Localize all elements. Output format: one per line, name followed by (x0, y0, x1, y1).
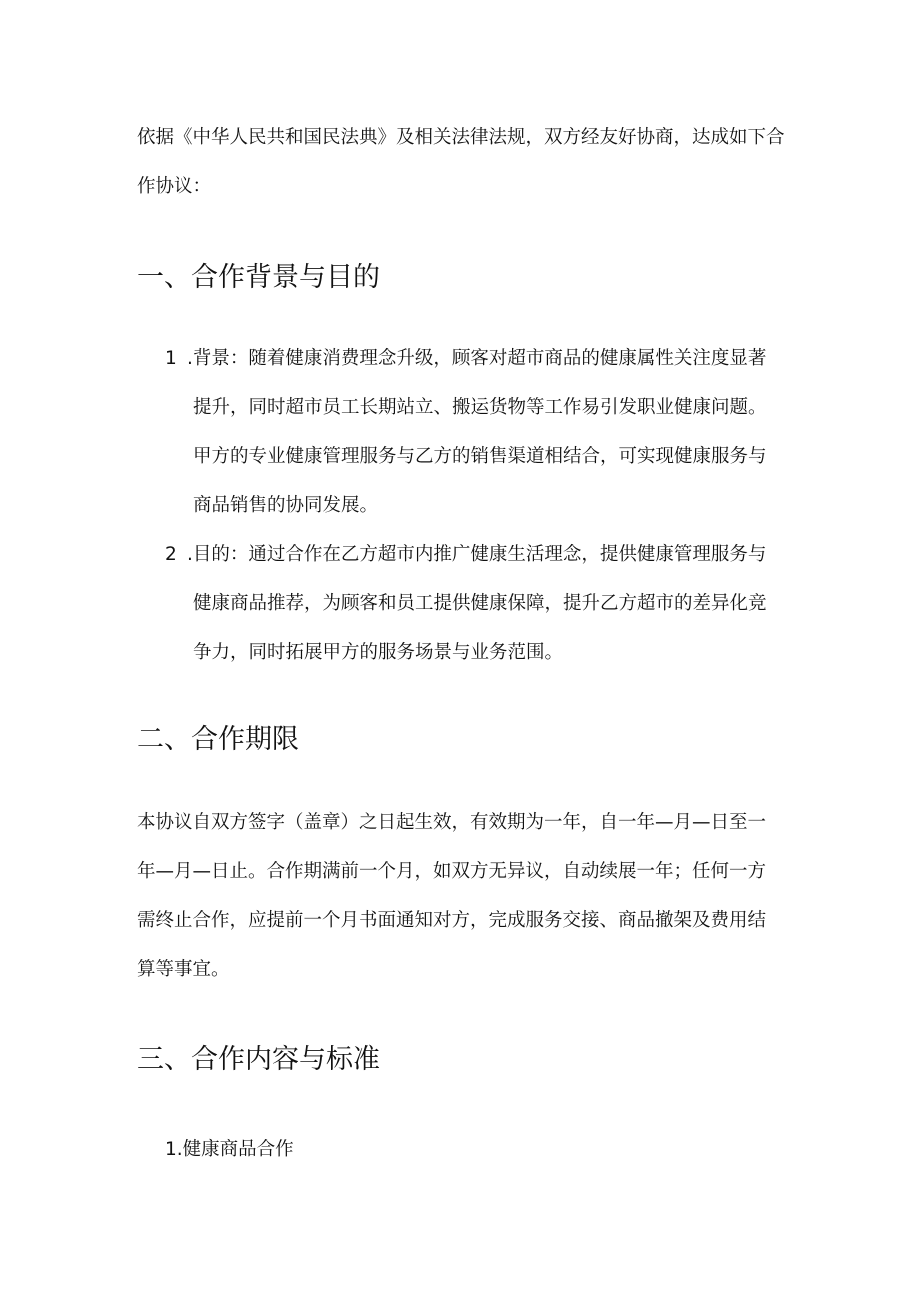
intro-line-1: 依据《中华人民共和国民法典》及相关法律法规，双方经友好协商，达成如下合 (137, 127, 785, 148)
section-1-item-1-line-4: 商品销售的协同发展。 (193, 495, 379, 516)
section-2-heading: 二、合作期限 (137, 724, 299, 755)
section-2-line-3: 需终止合作，应提前一个月书面通知对方，完成服务交接、商品撤架及费用结 (137, 910, 767, 931)
section-2-line-2: 年—月—日止。合作期满前一个月，如双方无异议，自动续展一年；任何一方 (137, 861, 767, 882)
section-3-sub-1: 1.健康商品合作 (165, 1139, 294, 1160)
section-1-item-1-line-3: 甲方的专业健康管理服务与乙方的销售渠道相结合，可实现健康服务与 (193, 446, 767, 467)
section-2-line-1: 本协议自双方签字（盖章）之日起生效，有效期为一年，自一年—月—日至一 (137, 812, 767, 833)
intro-line-2: 作协议： (137, 176, 212, 197)
section-1-item-2-line-3: 争力，同时拓展甲方的服务场景与业务范围。 (193, 642, 564, 663)
section-1-item-1-line-2: 提升，同时超市员工长期站立、搬运货物等工作易引发职业健康问题。 (193, 397, 767, 418)
section-1-item-2-line-2: 健康商品推荐，为顾客和员工提供健康保障，提升乙方超市的差异化竞 (193, 593, 767, 614)
section-2-line-4: 算等事宜。 (137, 959, 230, 980)
section-1-heading: 一、合作背景与目的 (137, 262, 380, 293)
section-1-item-1-line-1: .背景：随着健康消费理念升级，顾客对超市商品的健康属性关注度显著 (187, 348, 767, 369)
section-1-item-2-number: 2 (165, 544, 177, 565)
section-1-item-2-line-1: .目的：通过合作在乙方超市内推广健康生活理念，提供健康管理服务与 (187, 544, 767, 565)
section-1-item-1-number: 1 (165, 348, 177, 369)
section-3-heading: 三、合作内容与标准 (137, 1044, 380, 1075)
